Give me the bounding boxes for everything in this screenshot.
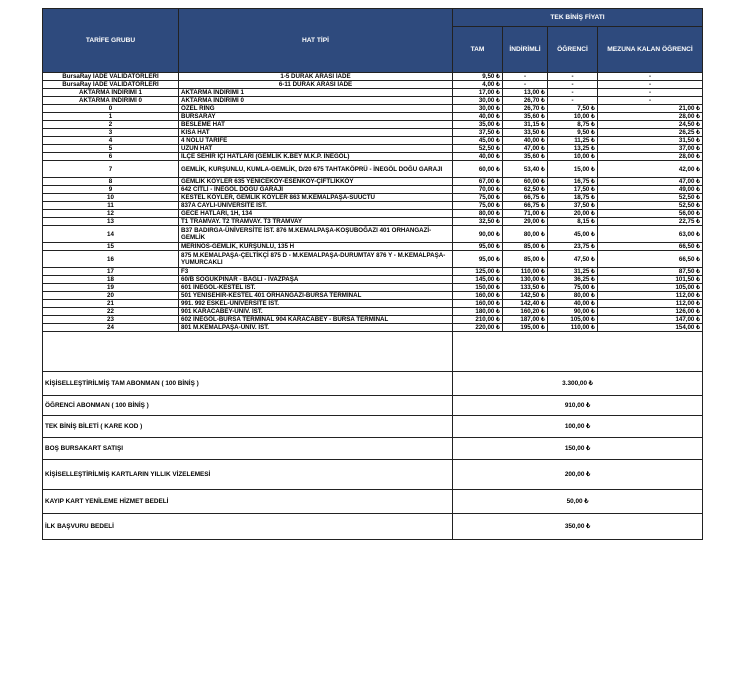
price-indirimli-cell: 35,60 ₺	[503, 113, 548, 121]
price-ogrenci-cell: 15,00 ₺	[548, 161, 598, 178]
header-mezuna-kalan: MEZUNA KALAN ÖĞRENCİ	[598, 27, 703, 73]
price-indirimli-cell: 31,15 ₺	[503, 121, 548, 129]
price-indirimli-cell: 80,00 ₺	[503, 226, 548, 243]
tariff-group-cell: 24	[43, 324, 179, 332]
header-tek-binis-fiyati: TEK BİNİŞ FİYATI	[453, 9, 703, 27]
price-tam-cell: 35,00 ₺	[453, 121, 503, 129]
price-mezun-cell: -	[598, 81, 703, 89]
price-tam-cell: 67,00 ₺	[453, 178, 503, 186]
table-row	[43, 121, 703, 129]
tariff-group-cell: AKTARMA İNDİRİMİ 0	[43, 97, 179, 105]
price-mezun-cell: -	[598, 97, 703, 105]
price-tam-cell: 30,00 ₺	[453, 105, 503, 113]
line-type-cell: 1-5 DURAK ARASI İADE	[179, 73, 453, 81]
service-label: ÖĞRENCİ ABONMAN ( 100 BİNİŞ )	[43, 396, 453, 416]
price-mezun-cell: 66,50 ₺	[598, 251, 703, 268]
price-tam-cell: 70,00 ₺	[453, 186, 503, 194]
price-mezun-cell: 26,25 ₺	[598, 129, 703, 137]
table-row	[43, 105, 703, 113]
tariff-group-cell: 4	[43, 137, 179, 145]
service-row	[43, 372, 703, 396]
price-indirimli-cell: 133,50 ₺	[503, 284, 548, 292]
tariff-group-cell: 0	[43, 105, 179, 113]
tariff-group-cell: 6	[43, 153, 179, 161]
table-row	[43, 129, 703, 137]
price-tam-cell: 30,00 ₺	[453, 97, 503, 105]
price-ogrenci-cell: 36,25 ₺	[548, 276, 598, 284]
price-tam-cell: 60,00 ₺	[453, 161, 503, 178]
table-row	[43, 308, 703, 316]
price-indirimli-cell: 187,00 ₺	[503, 316, 548, 324]
price-mezun-cell: 49,00 ₺	[598, 186, 703, 194]
tariff-group-cell: 5	[43, 145, 179, 153]
price-indirimli-cell: 62,50 ₺	[503, 186, 548, 194]
price-mezun-cell: 66,50 ₺	[598, 243, 703, 251]
price-ogrenci-cell: 9,50 ₺	[548, 129, 598, 137]
service-row	[43, 460, 703, 490]
price-ogrenci-cell: 47,50 ₺	[548, 251, 598, 268]
price-ogrenci-cell: -	[548, 97, 598, 105]
line-type-cell: İLÇE SEHİR İÇİ HATLARI (GEMLİK K.BEY M.K.P. İNEGÖL)	[179, 153, 453, 161]
price-ogrenci-cell: 20,00 ₺	[548, 210, 598, 218]
price-tam-cell: 145,00 ₺	[453, 276, 503, 284]
service-label: KAYIP KART YENİLEME HİZMET BEDELİ	[43, 490, 453, 514]
price-ogrenci-cell: 90,00 ₺	[548, 308, 598, 316]
price-mezun-cell: 112,00 ₺	[598, 300, 703, 308]
table-row	[43, 316, 703, 324]
service-price: 910,00 ₺	[453, 396, 703, 416]
line-type-cell: 837A CAYLI-ÜNİVERSİTE İST.	[179, 202, 453, 210]
price-mezun-cell: 56,00 ₺	[598, 210, 703, 218]
price-ogrenci-cell: 75,00 ₺	[548, 284, 598, 292]
line-type-cell: GEMLİK KÖYLER 635 YENİCEKÖY-ESENKÖY-ÇİFTLİKKÖY	[179, 178, 453, 186]
price-tam-cell: 125,00 ₺	[453, 268, 503, 276]
table-row	[43, 243, 703, 251]
header-tam: TAM	[453, 27, 503, 73]
table-row	[43, 89, 703, 97]
price-mezun-cell: 101,50 ₺	[598, 276, 703, 284]
price-ogrenci-cell: -	[548, 81, 598, 89]
table-row	[43, 226, 703, 243]
tariff-group-cell: 16	[43, 251, 179, 268]
price-indirimli-cell: 33,50 ₺	[503, 129, 548, 137]
price-tam-cell: 32,50 ₺	[453, 218, 503, 226]
price-mezun-cell: 52,50 ₺	[598, 194, 703, 202]
price-indirimli-cell: -	[503, 81, 548, 89]
header-ogrenci: ÖĞRENCİ	[548, 27, 598, 73]
price-tam-cell: 37,50 ₺	[453, 129, 503, 137]
line-type-cell: KISA HAT	[179, 129, 453, 137]
price-mezun-cell: 42,00 ₺	[598, 161, 703, 178]
price-tam-cell: 210,00 ₺	[453, 316, 503, 324]
price-indirimli-cell: -	[503, 73, 548, 81]
header-hat-tipi: HAT TİPİ	[179, 9, 453, 73]
tariff-group-cell: 10	[43, 194, 179, 202]
line-type-cell: 60/B SOĞUKPINAR - BAĞLI - İVAZPAŞA	[179, 276, 453, 284]
tariff-group-cell: 14	[43, 226, 179, 243]
price-ogrenci-cell: -	[548, 89, 598, 97]
price-tam-cell: 220,00 ₺	[453, 324, 503, 332]
price-ogrenci-cell: 37,50 ₺	[548, 202, 598, 210]
header-indirimli: İNDİRİMLİ	[503, 27, 548, 73]
table-row	[43, 153, 703, 161]
tariff-group-cell: 20	[43, 292, 179, 300]
line-type-cell: MERİNOS-GEMLİK, KURŞUNLU, 135 H	[179, 243, 453, 251]
price-indirimli-cell: 71,00 ₺	[503, 210, 548, 218]
line-type-cell: 901 KARACABEY-ÜNİV. İST.	[179, 308, 453, 316]
table-row	[43, 251, 703, 268]
table-row	[43, 113, 703, 121]
tariff-group-cell: 19	[43, 284, 179, 292]
service-label: TEK BİNİŞ BİLETİ ( KARE KOD )	[43, 416, 453, 438]
price-mezun-cell: 47,00 ₺	[598, 178, 703, 186]
price-mezun-cell: 126,00 ₺	[598, 308, 703, 316]
service-price: 3.300,00 ₺	[453, 372, 703, 396]
tariff-group-cell: 21	[43, 300, 179, 308]
table-row	[43, 202, 703, 210]
price-ogrenci-cell: 16,75 ₺	[548, 178, 598, 186]
price-tam-cell: 40,00 ₺	[453, 153, 503, 161]
tariff-group-cell: 2	[43, 121, 179, 129]
price-ogrenci-cell: 7,50 ₺	[548, 105, 598, 113]
price-indirimli-cell: 26,70 ₺	[503, 105, 548, 113]
tariff-group-cell: 1	[43, 113, 179, 121]
service-row	[43, 490, 703, 514]
table-row	[43, 161, 703, 178]
price-ogrenci-cell: 8,75 ₺	[548, 121, 598, 129]
price-mezun-cell: 154,00 ₺	[598, 324, 703, 332]
price-indirimli-cell: 110,00 ₺	[503, 268, 548, 276]
service-label: KİŞİSELLEŞTİRİLMİŞ TAM ABONMAN ( 100 BİNİŞ )	[43, 372, 453, 396]
line-type-cell: 601 İNEGÖL-KESTEL İST.	[179, 284, 453, 292]
line-type-cell: KESTEL KÖYLER, GEMLİK KÖYLER 863 M.KEMALPAŞA-SUUCTU	[179, 194, 453, 202]
service-row	[43, 438, 703, 460]
price-mezun-cell: 112,00 ₺	[598, 292, 703, 300]
price-tam-cell: 40,00 ₺	[453, 113, 503, 121]
price-indirimli-cell: 130,00 ₺	[503, 276, 548, 284]
line-type-cell: ÖZEL RİNG	[179, 105, 453, 113]
table-row	[43, 268, 703, 276]
price-mezun-cell: 22,75 ₺	[598, 218, 703, 226]
price-mezun-cell: -	[598, 73, 703, 81]
price-tam-cell: 160,00 ₺	[453, 292, 503, 300]
price-mezun-cell: 147,00 ₺	[598, 316, 703, 324]
price-indirimli-cell: 53,40 ₺	[503, 161, 548, 178]
price-mezun-cell: 37,00 ₺	[598, 145, 703, 153]
line-type-cell: BURSARAY	[179, 113, 453, 121]
tariff-group-cell: 9	[43, 186, 179, 194]
table-row	[43, 276, 703, 284]
price-tam-cell: 95,00 ₺	[453, 251, 503, 268]
spacer-row	[43, 332, 703, 372]
table-row	[43, 300, 703, 308]
tariff-group-cell: AKTARMA İNDİRİMİ 1	[43, 89, 179, 97]
price-ogrenci-cell: 13,25 ₺	[548, 145, 598, 153]
price-ogrenci-cell: 10,00 ₺	[548, 153, 598, 161]
price-indirimli-cell: 47,00 ₺	[503, 145, 548, 153]
table-row	[43, 194, 703, 202]
table-row	[43, 186, 703, 194]
price-ogrenci-cell: 31,25 ₺	[548, 268, 598, 276]
line-type-cell: 801 M.KEMALPAŞA-ÜNİV. İST.	[179, 324, 453, 332]
price-tam-cell: 95,00 ₺	[453, 243, 503, 251]
service-price: 150,00 ₺	[453, 438, 703, 460]
price-mezun-cell: 63,00 ₺	[598, 226, 703, 243]
line-type-cell: 875 M.KEMALPAŞA-ÇELTİKÇİ 875 D - M.KEMALPAŞA-DURUMTAY 876 Y - M.KEMALPAŞA-YUMURCAKLI	[179, 251, 453, 268]
service-label: BOŞ BURSAKART SATIŞI	[43, 438, 453, 460]
service-label: İLK BAŞVURU BEDELİ	[43, 514, 453, 540]
tariff-group-cell: 23	[43, 316, 179, 324]
price-tam-cell: 4,00 ₺	[453, 81, 503, 89]
price-mezun-cell: 87,50 ₺	[598, 268, 703, 276]
table-row	[43, 97, 703, 105]
line-type-cell: AKTARMA İNDİRİMİ 0	[179, 97, 453, 105]
line-type-cell: 501 YENİSEHİR-KESTEL 401 ORHANGAZİ-BURSA TERMİNAL	[179, 292, 453, 300]
price-mezun-cell: 28,00 ₺	[598, 153, 703, 161]
table-row	[43, 324, 703, 332]
line-type-cell: GEMLİK, KURŞUNLU, KUMLA-GEMLİK, D/20 675 TAHTAKÖPRÜ - İNEGÖL DOĞU GARAJI	[179, 161, 453, 178]
price-indirimli-cell: 85,00 ₺	[503, 243, 548, 251]
line-type-cell: UZUN HAT	[179, 145, 453, 153]
tariff-rows	[43, 73, 703, 332]
table-row	[43, 210, 703, 218]
tariff-group-cell: 13	[43, 218, 179, 226]
tariff-group-cell: 11	[43, 202, 179, 210]
tariff-group-cell: 15	[43, 243, 179, 251]
line-type-cell: 991. 992 ESKEL-ÜNİVERSİTE İST.	[179, 300, 453, 308]
price-tam-cell: 52,50 ₺	[453, 145, 503, 153]
price-indirimli-cell: 35,60 ₺	[503, 153, 548, 161]
line-type-cell: 6-11 DURAK ARASI İADE	[179, 81, 453, 89]
table-row	[43, 81, 703, 89]
price-tam-cell: 160,00 ₺	[453, 300, 503, 308]
service-row	[43, 416, 703, 438]
price-tam-cell: 150,00 ₺	[453, 284, 503, 292]
line-type-cell: 602 İNEGÖL-BURSA TERMİNAL 904 KARACABEY - BURSA TERMİNAL	[179, 316, 453, 324]
price-ogrenci-cell: 105,00 ₺	[548, 316, 598, 324]
line-type-cell: GECE HATLARI, 1H, 134	[179, 210, 453, 218]
price-ogrenci-cell: -	[548, 73, 598, 81]
price-mezun-cell: 105,00 ₺	[598, 284, 703, 292]
price-mezun-cell: 21,00 ₺	[598, 105, 703, 113]
price-ogrenci-cell: 18,75 ₺	[548, 194, 598, 202]
header-tarife-grubu: TARİFE GRUBU	[43, 9, 179, 73]
tariff-group-cell: 18	[43, 276, 179, 284]
service-row	[43, 396, 703, 416]
service-price: 100,00 ₺	[453, 416, 703, 438]
price-mezun-cell: 31,50 ₺	[598, 137, 703, 145]
price-indirimli-cell: 142,40 ₺	[503, 300, 548, 308]
tariff-table	[42, 8, 703, 540]
price-ogrenci-cell: 10,00 ₺	[548, 113, 598, 121]
price-mezun-cell: 24,50 ₺	[598, 121, 703, 129]
service-price: 50,00 ₺	[453, 490, 703, 514]
tariff-group-cell: 12	[43, 210, 179, 218]
table-row	[43, 218, 703, 226]
line-type-cell: B37 BADIRGA-ÜNİVERSİTE İST. 876 M.KEMALPAŞA-KOŞUBOĞAZI 401 ORHANGAZİ-GEMLİK	[179, 226, 453, 243]
line-type-cell: AKTARMA İNDİRİMİ 1	[179, 89, 453, 97]
table-row	[43, 145, 703, 153]
price-ogrenci-cell: 17,50 ₺	[548, 186, 598, 194]
service-row	[43, 514, 703, 540]
tariff-group-cell: 22	[43, 308, 179, 316]
price-indirimli-cell: 195,00 ₺	[503, 324, 548, 332]
price-indirimli-cell: 26,70 ₺	[503, 97, 548, 105]
price-ogrenci-cell: 45,00 ₺	[548, 226, 598, 243]
price-tam-cell: 45,00 ₺	[453, 137, 503, 145]
price-ogrenci-cell: 8,15 ₺	[548, 218, 598, 226]
service-price: 200,00 ₺	[453, 460, 703, 490]
line-type-cell: 4 NOLU TARİFE	[179, 137, 453, 145]
price-tam-cell: 9,50 ₺	[453, 73, 503, 81]
price-ogrenci-cell: 23,75 ₺	[548, 243, 598, 251]
table-row	[43, 137, 703, 145]
price-ogrenci-cell: 11,25 ₺	[548, 137, 598, 145]
tariff-group-cell: BursaRay İADE VALİDATÖRLERİ	[43, 81, 179, 89]
service-price: 350,00 ₺	[453, 514, 703, 540]
price-ogrenci-cell: 110,00 ₺	[548, 324, 598, 332]
table-row	[43, 292, 703, 300]
price-indirimli-cell: 85,00 ₺	[503, 251, 548, 268]
service-label: KİŞİSELLEŞTİRİLMİŞ KARTLARIN YILLIK VİZELEMESİ	[43, 460, 453, 490]
tariff-group-cell: 17	[43, 268, 179, 276]
price-ogrenci-cell: 80,00 ₺	[548, 292, 598, 300]
price-tam-cell: 90,00 ₺	[453, 226, 503, 243]
table-row	[43, 284, 703, 292]
line-type-cell: BESLEME HAT	[179, 121, 453, 129]
price-mezun-cell: -	[598, 89, 703, 97]
table-row	[43, 178, 703, 186]
price-tam-cell: 180,00 ₺	[453, 308, 503, 316]
price-indirimli-cell: 142,50 ₺	[503, 292, 548, 300]
service-rows	[43, 332, 703, 540]
line-type-cell: F3	[179, 268, 453, 276]
tariff-group-cell: BursaRay İADE VALİDATÖRLERİ	[43, 73, 179, 81]
price-indirimli-cell: 160,20 ₺	[503, 308, 548, 316]
table-row	[43, 73, 703, 81]
price-indirimli-cell: 29,00 ₺	[503, 218, 548, 226]
price-tam-cell: 80,00 ₺	[453, 210, 503, 218]
tariff-group-cell: 7	[43, 161, 179, 178]
price-mezun-cell: 52,50 ₺	[598, 202, 703, 210]
price-indirimli-cell: 60,00 ₺	[503, 178, 548, 186]
price-ogrenci-cell: 40,00 ₺	[548, 300, 598, 308]
tariff-group-cell: 8	[43, 178, 179, 186]
price-indirimli-cell: 40,00 ₺	[503, 137, 548, 145]
line-type-cell: 642 CİTLİ - İNEGÖL DOĞU GARAJI	[179, 186, 453, 194]
price-indirimli-cell: 13,00 ₺	[503, 89, 548, 97]
price-tam-cell: 75,00 ₺	[453, 202, 503, 210]
price-tam-cell: 17,00 ₺	[453, 89, 503, 97]
line-type-cell: T1 TRAMVAY. T2 TRAMVAY. T3 TRAMVAY	[179, 218, 453, 226]
price-mezun-cell: 28,00 ₺	[598, 113, 703, 121]
price-tam-cell: 75,00 ₺	[453, 194, 503, 202]
price-indirimli-cell: 66,75 ₺	[503, 194, 548, 202]
tariff-group-cell: 3	[43, 129, 179, 137]
price-indirimli-cell: 66,75 ₺	[503, 202, 548, 210]
